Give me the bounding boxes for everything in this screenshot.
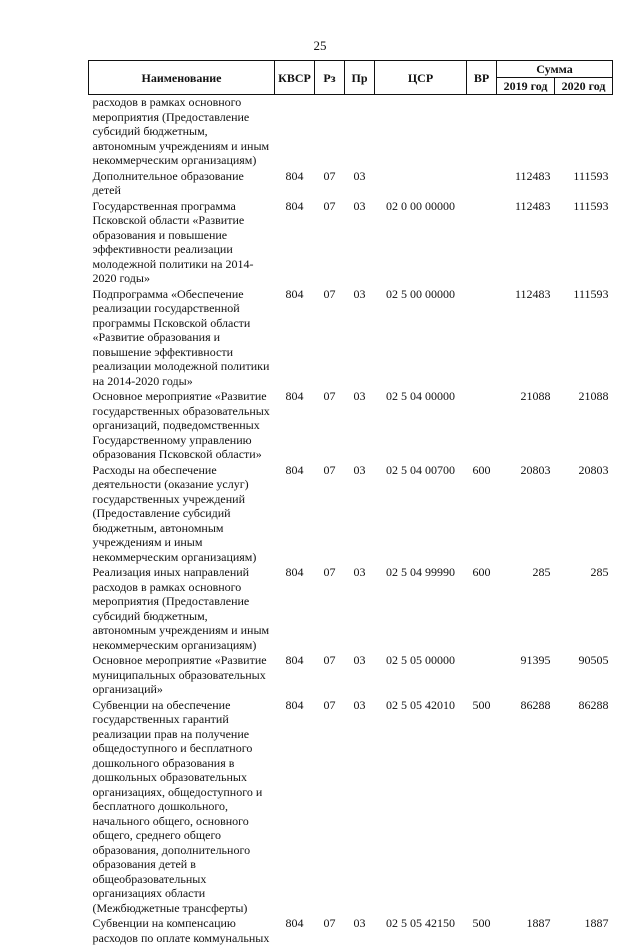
header-year-2019: 2019 год xyxy=(497,78,555,95)
cell-kvsr: 804 xyxy=(275,462,315,565)
cell-sum-2019: 112483 xyxy=(497,286,555,389)
cell-kvsr: 804 xyxy=(275,198,315,286)
cell-kvsr: 804 xyxy=(275,564,315,652)
cell-rz: 07 xyxy=(315,697,345,916)
cell-rz: 07 xyxy=(315,652,345,697)
cell-csr: 02 5 04 00000 xyxy=(375,388,467,462)
table-header xyxy=(89,61,613,95)
cell-csr xyxy=(375,95,467,168)
cell-sum-2019: 20803 xyxy=(497,462,555,565)
cell-pr: 03 xyxy=(345,915,375,945)
cell-sum-2020: 285 xyxy=(555,564,613,652)
table-row xyxy=(89,95,613,168)
cell-vr xyxy=(467,388,497,462)
cell-name: Реализация иных направлений расходов в рамках основного мероприятия (Предоставление субсидий бюджетным, автономным учреждениям и иным некоммерческим организациям) xyxy=(89,564,275,652)
cell-csr: 02 5 05 42010 xyxy=(375,697,467,916)
cell-kvsr: 804 xyxy=(275,915,315,945)
cell-csr: 02 5 04 00700 xyxy=(375,462,467,565)
cell-name: Расходы на обеспечение деятельности (оказание услуг) государственных учреждений (Предоставление субсидий бюджетным, автономным учреждениям и иным некоммерческим организациям) xyxy=(89,462,275,565)
cell-csr xyxy=(375,168,467,198)
cell-csr: 02 5 05 00000 xyxy=(375,652,467,697)
cell-csr: 02 5 05 42150 xyxy=(375,915,467,945)
cell-sum-2019: 21088 xyxy=(497,388,555,462)
cell-kvsr: 804 xyxy=(275,286,315,389)
table-row xyxy=(89,388,613,462)
cell-vr: 600 xyxy=(467,564,497,652)
cell-name: Субвенции на компенсацию расходов по оплате коммунальных xyxy=(89,915,275,945)
cell-vr: 500 xyxy=(467,915,497,945)
cell-vr xyxy=(467,198,497,286)
cell-pr: 03 xyxy=(345,198,375,286)
cell-name: Государственная программа Псковской области «Развитие образования и повышение эффективности реализации молодежной политики на 2014-2020 годы» xyxy=(89,198,275,286)
header-kvsr: КВСР xyxy=(275,61,315,95)
table-row xyxy=(89,462,613,565)
cell-sum-2019: 1887 xyxy=(497,915,555,945)
cell-sum-2019: 112483 xyxy=(497,168,555,198)
header-rz: Рз xyxy=(315,61,345,95)
cell-pr: 03 xyxy=(345,168,375,198)
cell-name: Основное мероприятие «Развитие государственных образовательных организаций, подведомственных Государственному управлению образования Псковской области» xyxy=(89,388,275,462)
header-pr: Пр xyxy=(345,61,375,95)
cell-rz: 07 xyxy=(315,198,345,286)
cell-vr: 600 xyxy=(467,462,497,565)
cell-name: Основное мероприятие «Развитие муниципальных образовательных организаций» xyxy=(89,652,275,697)
table-row xyxy=(89,198,613,286)
cell-rz: 07 xyxy=(315,388,345,462)
table-row xyxy=(89,915,613,945)
cell-csr: 02 5 04 99990 xyxy=(375,564,467,652)
cell-name: Субвенции на обеспечение государственных гарантий реализации прав на получение общедоступного и бесплатного дошкольного образования в дошкольных образовательных организациях, общедоступного и бесплатного дошкольного, начального общего, основного общего, среднего общего образования, дополнительного образования детей в общеобразовательных организациях области (Межбюджетные трансферты) xyxy=(89,697,275,916)
cell-sum-2020: 111593 xyxy=(555,286,613,389)
cell-name: Подпрограмма «Обеспечение реализации государственной программы Псковской области «Развитие образования и повышение эффективности реализации молодежной политики на 2014-2020 годы» xyxy=(89,286,275,389)
cell-vr xyxy=(467,95,497,168)
header-year-2020: 2020 год xyxy=(555,78,613,95)
table-row xyxy=(89,168,613,198)
cell-pr: 03 xyxy=(345,652,375,697)
header-csr: ЦСР xyxy=(375,61,467,95)
cell-rz: 07 xyxy=(315,286,345,389)
cell-rz xyxy=(315,95,345,168)
cell-rz: 07 xyxy=(315,915,345,945)
cell-vr xyxy=(467,286,497,389)
table-body xyxy=(89,95,613,945)
cell-sum-2020: 21088 xyxy=(555,388,613,462)
table-row xyxy=(89,697,613,916)
cell-sum-2019: 86288 xyxy=(497,697,555,916)
cell-kvsr: 804 xyxy=(275,652,315,697)
cell-sum-2020: 20803 xyxy=(555,462,613,565)
budget-table xyxy=(88,60,613,945)
cell-pr: 03 xyxy=(345,388,375,462)
table-row xyxy=(89,564,613,652)
cell-sum-2019: 112483 xyxy=(497,198,555,286)
cell-csr: 02 0 00 00000 xyxy=(375,198,467,286)
cell-kvsr: 804 xyxy=(275,168,315,198)
cell-sum-2020: 90505 xyxy=(555,652,613,697)
cell-kvsr: 804 xyxy=(275,388,315,462)
header-vr: ВР xyxy=(467,61,497,95)
cell-name: расходов в рамках основного мероприятия (Предоставление субсидий бюджетным, автономным учреждениям и иным некоммерческим организациям) xyxy=(89,95,275,168)
cell-sum-2020 xyxy=(555,95,613,168)
page-number: 25 xyxy=(0,38,640,54)
cell-sum-2019: 285 xyxy=(497,564,555,652)
cell-kvsr xyxy=(275,95,315,168)
cell-rz: 07 xyxy=(315,462,345,565)
table-row xyxy=(89,286,613,389)
cell-sum-2020: 111593 xyxy=(555,168,613,198)
cell-rz: 07 xyxy=(315,168,345,198)
cell-csr: 02 5 00 00000 xyxy=(375,286,467,389)
cell-pr: 03 xyxy=(345,462,375,565)
cell-pr xyxy=(345,95,375,168)
cell-name: Дополнительное образование детей xyxy=(89,168,275,198)
cell-sum-2020: 111593 xyxy=(555,198,613,286)
cell-kvsr: 804 xyxy=(275,697,315,916)
cell-vr xyxy=(467,652,497,697)
cell-vr xyxy=(467,168,497,198)
header-sum: Сумма xyxy=(497,61,613,78)
cell-pr: 03 xyxy=(345,286,375,389)
cell-sum-2019 xyxy=(497,95,555,168)
cell-sum-2020: 86288 xyxy=(555,697,613,916)
cell-sum-2020: 1887 xyxy=(555,915,613,945)
header-name: Наименование xyxy=(89,61,275,95)
cell-pr: 03 xyxy=(345,697,375,916)
cell-rz: 07 xyxy=(315,564,345,652)
cell-vr: 500 xyxy=(467,697,497,916)
cell-sum-2019: 91395 xyxy=(497,652,555,697)
cell-pr: 03 xyxy=(345,564,375,652)
table-row xyxy=(89,652,613,697)
